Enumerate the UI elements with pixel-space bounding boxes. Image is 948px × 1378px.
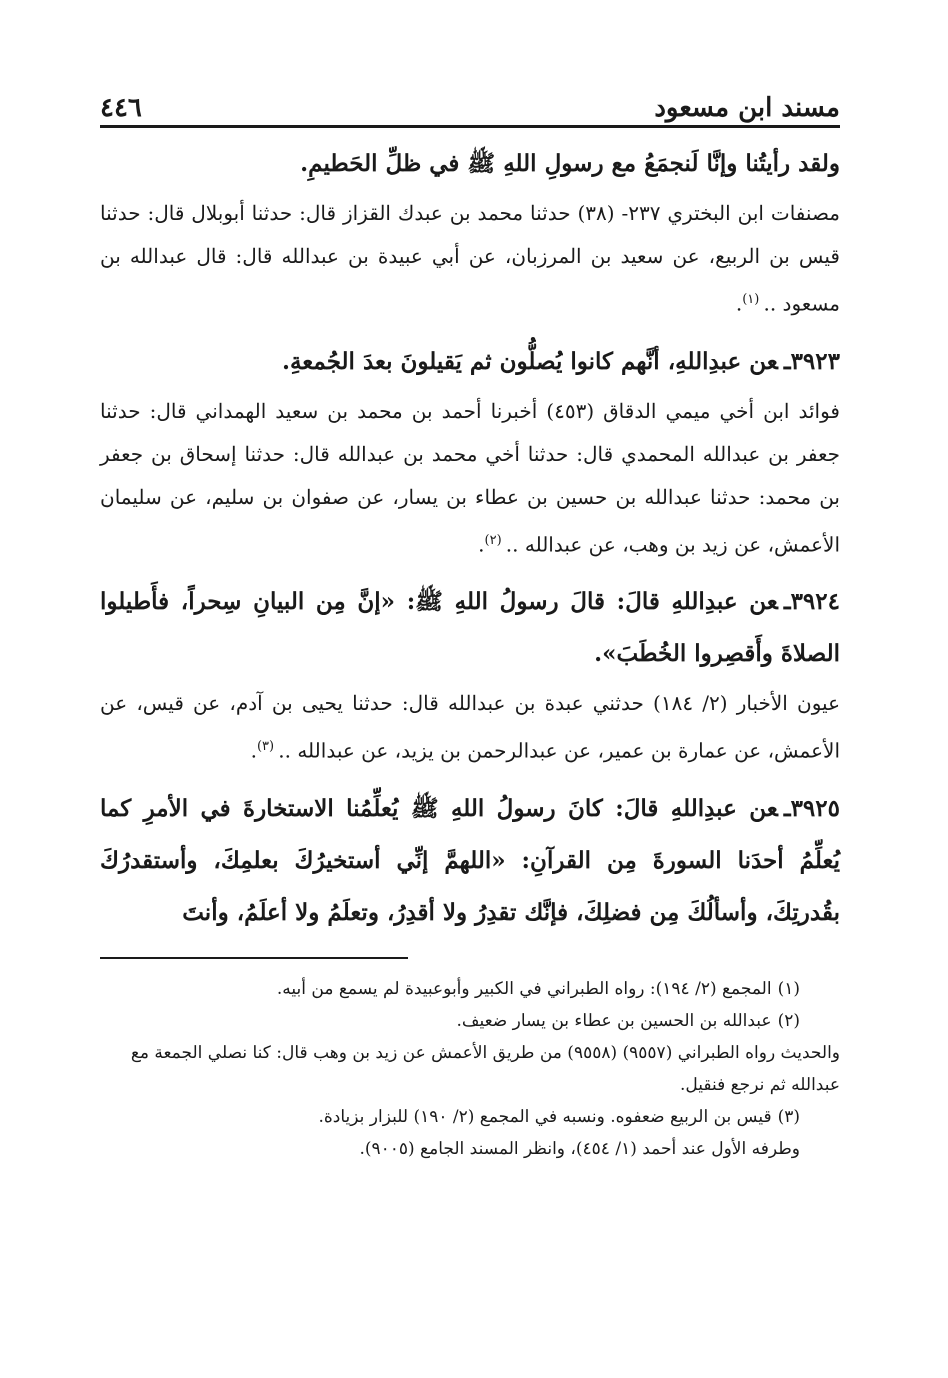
running-head [100, 88, 840, 128]
footnote-label: (٣) [777, 1106, 800, 1127]
hadith-text [100, 336, 840, 388]
hadith-text [100, 576, 840, 680]
source-text: مصنفات ابن البختري ٢٣٧- (٣٨) حدثنا محمد بن عبدك القزاز قال: حدثنا أبوبلال قال: حدثنا قيس بن الربيع، عن سعيد بن المرزبان، عن أبي عبيدة بن عبدالله قال: قال عبدالله بن مسعود .. $^{(١)}$. [100, 201, 840, 316]
source-text: عيون الأخبار (٢/ ١٨٤) حدثني عبدة بن عبدالله قال: حدثنا يحيى بن آدم، عن قيس، عن الأعمش، عن عمارة بن عمير، عن عبدالرحمن بن يزيد، عن عبدالله .. $^{(٣)}$. [100, 691, 841, 763]
footnote-rule [100, 957, 408, 959]
footnote-item [100, 1133, 840, 1165]
hadith-number: ٣٩٢٣ـ [783, 347, 840, 375]
paragraph-text: عن عبدِاللهِ، أنَّهم كانوا يُصلُّون ثم يَقيلونَ بعدَ الجُمعةِ. [281, 347, 778, 375]
hadith-number: ٣٩٢٥ـ [783, 794, 840, 822]
source-text: فوائد ابن أخي ميمي الدقاق (٤٥٣) أخبرنا أحمد بن محمد بن سعيد الهمداني قال: حدثنا جعفر بن عبدالله المحمدي قال: حدثنا أخي محمد بن عبدالله قال: حدثنا إسحاق بن جعفر بن محمد: حدثنا عبدالله بن حسين بن عطاء بن يسار، عن صفوان بن سليم، عن سليمان الأعمش، عن زيد بن وهب، عن عبدالله .. $^{(٢)}$. [100, 398, 840, 557]
footnote-text: المجمع (٢/ ١٩٤): رواه الطبراني في الكبير وأبوعبيدة لم يسمع من أبيه. [276, 978, 772, 999]
paragraph-text: عن عبدِاللهِ قالَ: قالَ رسولُ اللهِ ﷺ: «إنَّ مِن البيانِ سِحراً، فأَطيلوا الصلاةَ وأَقصِروا الخُطَبَ». [100, 588, 840, 668]
footnote-label: (١) [777, 978, 800, 999]
footnote-reference[interactable]: (٣) [256, 739, 279, 755]
book-page [100, 88, 840, 1298]
paragraph-text: عيون الأخبار (٢/ ١٨٤) حدثني عبدة بن عبدالله قال: حدثنا يحيى بن آدم، عن قيس، عن الأعمش، عن عمارة بن عمير، عن عبدالرحمن بن يزيد، عن عبدالله .. [100, 691, 841, 763]
paragraph-text: مصنفات ابن البختري ٢٣٧- (٣٨) حدثنا محمد بن عبدك القزاز قال: حدثنا أبوبلال قال: حدثنا قيس بن الربيع، عن سعيد بن المرزبان، عن أبي عبيدة بن عبدالله قال: قال عبدالله بن مسعود .. [100, 201, 840, 316]
footnote-label: (٢) [777, 1010, 800, 1031]
footnote-text: والحديث رواه الطبراني (٩٥٥٧) (٩٥٥٨) من طريق الأعمش عن زيد بن وهب قال: كنا نصلي الجمعة مع عبدالله ثم نرجع فنقيل. [130, 1042, 840, 1095]
footnote-item [100, 1037, 840, 1101]
hadith-text [100, 783, 840, 939]
footnote-reference[interactable]: (١) [742, 292, 764, 307]
footnote-text: عبدالله بن الحسين بن عطاء بن يسار ضعيف. [456, 1010, 772, 1031]
footnote-item [100, 973, 840, 1005]
paragraph-text: عن عبدِاللهِ قالَ: كانَ رسولُ اللهِ ﷺ يُعلِّمُنا الاستخارةَ في الأمرِ كما يُعلِّمُ أحدَنا السورةَ مِن القرآنِ: «اللهمَّ إنِّي أستخيرُكَ بعلمِكَ، وأستقدرُكَ بقُدرتِكَ، وأسألُكَ مِن فضلِكَ، فإنَّك تقدِرُ ولا أقدِرُ، وتعلَمُ ولا أعلَمُ، وأنتَ [100, 794, 840, 926]
footnote-text: قيس بن الربيع ضعفوه. ونسبه في المجمع (٢/ ١٩٠) للبزار بزيادة. [318, 1106, 772, 1127]
page-number: ٤٤٦ [100, 93, 142, 123]
footnotes [100, 973, 840, 1165]
footnote-item [100, 1101, 840, 1133]
hadith-text [100, 138, 840, 190]
footnote-reference[interactable]: (٢) [484, 532, 506, 548]
hadith-number: ٣٩٢٤ـ [783, 588, 840, 616]
paragraph-text: فوائد ابن أخي ميمي الدقاق (٤٥٣) أخبرنا أحمد بن محمد بن سعيد الهمداني قال: حدثنا جعفر بن عبدالله المحمدي قال: حدثنا أخي محمد بن عبدالله قال: حدثنا إسحاق بن جعفر بن محمد: حدثنا عبدالله بن حسين بن عطاء بن يسار، عن صفوان بن سليم، عن سليمان الأعمش، عن زيد بن وهب، عن عبدالله .. [100, 398, 840, 557]
footnote-item [100, 1005, 840, 1037]
footnote-text: وطرفه الأول عند أحمد (١/ ٤٥٤)، وانظر المسند الجامع (٩٠٠٥). [359, 1138, 800, 1159]
body-text [100, 138, 840, 939]
paragraph-text: ولقد رأيتُنا وإنَّا لَنجمَعُ مع رسولِ اللهِ ﷺ في ظلِّ الحَطيمِ. [300, 150, 840, 177]
book-title: مسند ابن مسعود [654, 93, 840, 123]
